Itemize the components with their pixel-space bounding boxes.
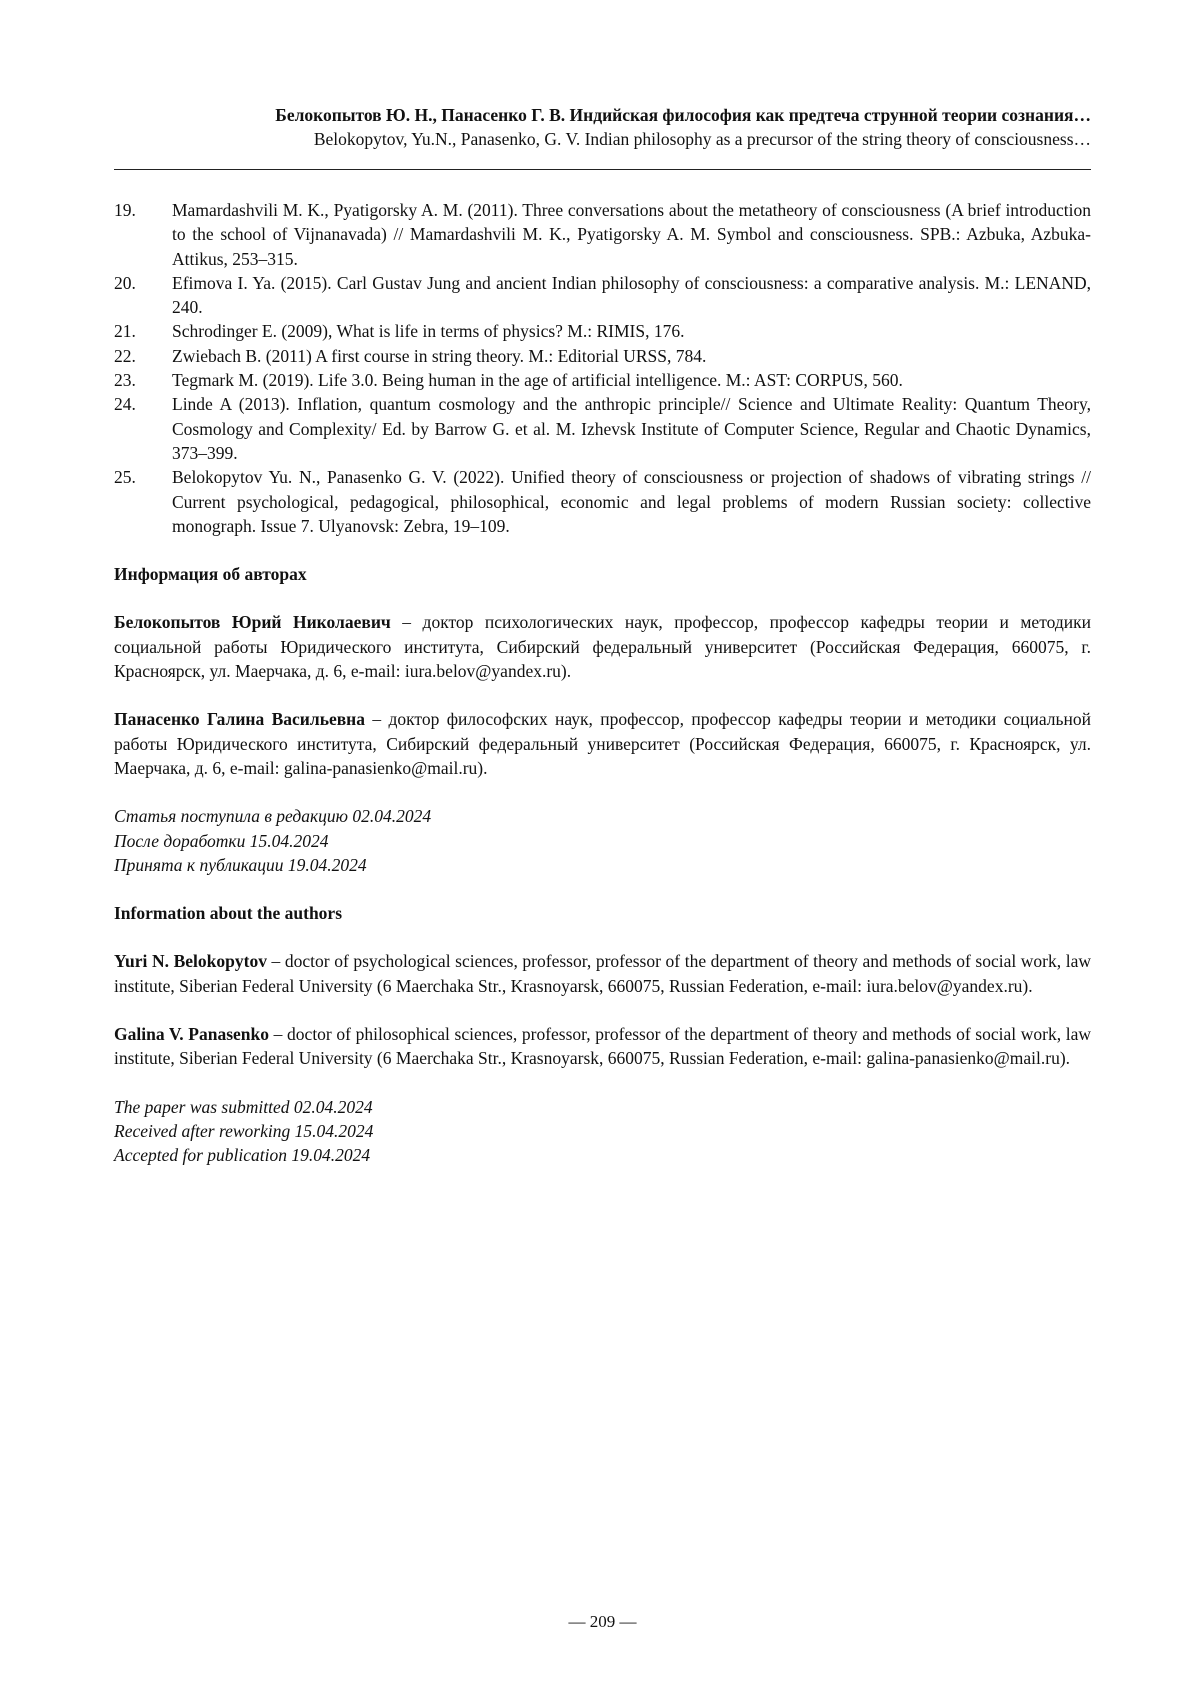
date-submitted: Статья поступила в редакцию 02.04.2024 [114, 804, 1091, 828]
author-bio: – доктор психологических наук, профессор, профессор кафедры теории и методики социальной работы Юридического института, Сибирский федеральный университет (Российская Федерация, 660075, г. Красноярск, ул. Маерчака, д. 6, e-mail: iura.belov@yandex.ru). [114, 612, 1091, 681]
author-name: Белокопытов Юрий Николаевич [114, 612, 391, 632]
article-dates-ru [114, 804, 1091, 877]
author-bio: – doctor of philosophical sciences, professor, professor of the department of theory and methods of social work, law institute, Siberian Federal University (6 Maerchaka Str., Krasnoyarsk, 660075, Russian Federation, e-mail: galina-panasienko@mail.ru). [114, 1024, 1091, 1068]
running-head [114, 103, 1091, 151]
author-bio: – doctor of psychological sciences, professor, professor of the department of theory and methods of social work, law institute, Siberian Federal University (6 Maerchaka Str., Krasnoyarsk, 660075, Russian Federation, e-mail: iura.belov@yandex.ru). [114, 951, 1091, 995]
author-ru-paragraph [114, 707, 1091, 780]
reference-number: 19. [114, 198, 172, 271]
reference-list [114, 198, 1091, 538]
reference-number: 24. [114, 392, 172, 465]
reference-item [114, 271, 1091, 320]
reference-text: Tegmark M. (2019). Life 3.0. Being human in the age of artificial intelligence. M.: AST: CORPUS, 560. [172, 368, 1091, 392]
reference-number: 22. [114, 344, 172, 368]
reference-number: 25. [114, 465, 172, 538]
running-head-en: Belokopytov, Yu.N., Panasenko, G. V. Indian philosophy as a precursor of the string theory of consciousness… [114, 127, 1091, 151]
page [114, 0, 1091, 1697]
authors-en-title: Information about the authors [114, 901, 1091, 925]
reference-item [114, 392, 1091, 465]
main-content [114, 198, 1091, 1168]
date-revised: После доработки 15.04.2024 [114, 829, 1091, 853]
reference-text: Belokopytov Yu. N., Panasenko G. V. (2022). Unified theory of consciousness or projection of shadows of vibrating strings // Current psychological, pedagogical, philosophical, economic and legal problems of modern Russian society: collective monograph. Issue 7. Ulyanovsk: Zebra, 19–109. [172, 465, 1091, 538]
author-en-paragraph [114, 949, 1091, 998]
reference-item [114, 319, 1091, 343]
reference-item [114, 344, 1091, 368]
author-ru-paragraph [114, 610, 1091, 683]
author-name: Yuri N. Belokopytov [114, 951, 267, 971]
authors-ru-title: Информация об авторах [114, 562, 1091, 586]
author-bio: – доктор философских наук, профессор, профессор кафедры теории и методики социальной работы Юридического института, Сибирский федеральный университет (Российская Федерация, 660075, г. Красноярск, ул. Маерчака, д. 6, e-mail: galina-panasienko@mail.ru). [114, 709, 1091, 778]
header-divider [114, 169, 1091, 170]
author-name: Galina V. Panasenko [114, 1024, 269, 1044]
reference-text: Linde A (2013). Inflation, quantum cosmology and the anthropic principle// Science and Ultimate Reality: Quantum Theory, Cosmology and Complexity/ Ed. by Barrow G. et al. M. Izhevsk Institute of Computer Science, Regular and Chaotic Dynamics, 373–399. [172, 392, 1091, 465]
reference-text: Schrodinger E. (2009), What is life in terms of physics? M.: RIMIS, 176. [172, 319, 1091, 343]
reference-item [114, 198, 1091, 271]
article-dates-en [114, 1095, 1091, 1168]
date-submitted: The paper was submitted 02.04.2024 [114, 1095, 1091, 1119]
reference-number: 20. [114, 271, 172, 320]
author-en-paragraph [114, 1022, 1091, 1071]
author-name: Панасенко Галина Васильевна [114, 709, 365, 729]
date-accepted: Принята к публикации 19.04.2024 [114, 853, 1091, 877]
reference-number: 23. [114, 368, 172, 392]
reference-text: Efimova I. Ya. (2015). Carl Gustav Jung and ancient Indian philosophy of consciousness: a comparative analysis. M.: LENAND, 240. [172, 271, 1091, 320]
reference-number: 21. [114, 319, 172, 343]
date-accepted: Accepted for publication 19.04.2024 [114, 1143, 1091, 1167]
reference-text: Zwiebach B. (2011) A first course in string theory. M.: Editorial URSS, 784. [172, 344, 1091, 368]
reference-item [114, 465, 1091, 538]
running-head-ru: Белокопытов Ю. Н., Панасенко Г. В. Индийская философия как предтеча струнной теории сознания… [114, 103, 1091, 127]
reference-item [114, 368, 1091, 392]
page-number: — 209 — [114, 1612, 1091, 1632]
reference-text: Mamardashvili M. K., Pyatigorsky A. M. (2011). Three conversations about the metatheory of consciousness (A brief introduction to the school of Vijnanavada) // Mamardashvili M. K., Pyatigorsky A. M. Symbol and consciousness. SPB.: Azbuka, Azbuka-Attikus, 253–315. [172, 198, 1091, 271]
date-revised: Received after reworking 15.04.2024 [114, 1119, 1091, 1143]
